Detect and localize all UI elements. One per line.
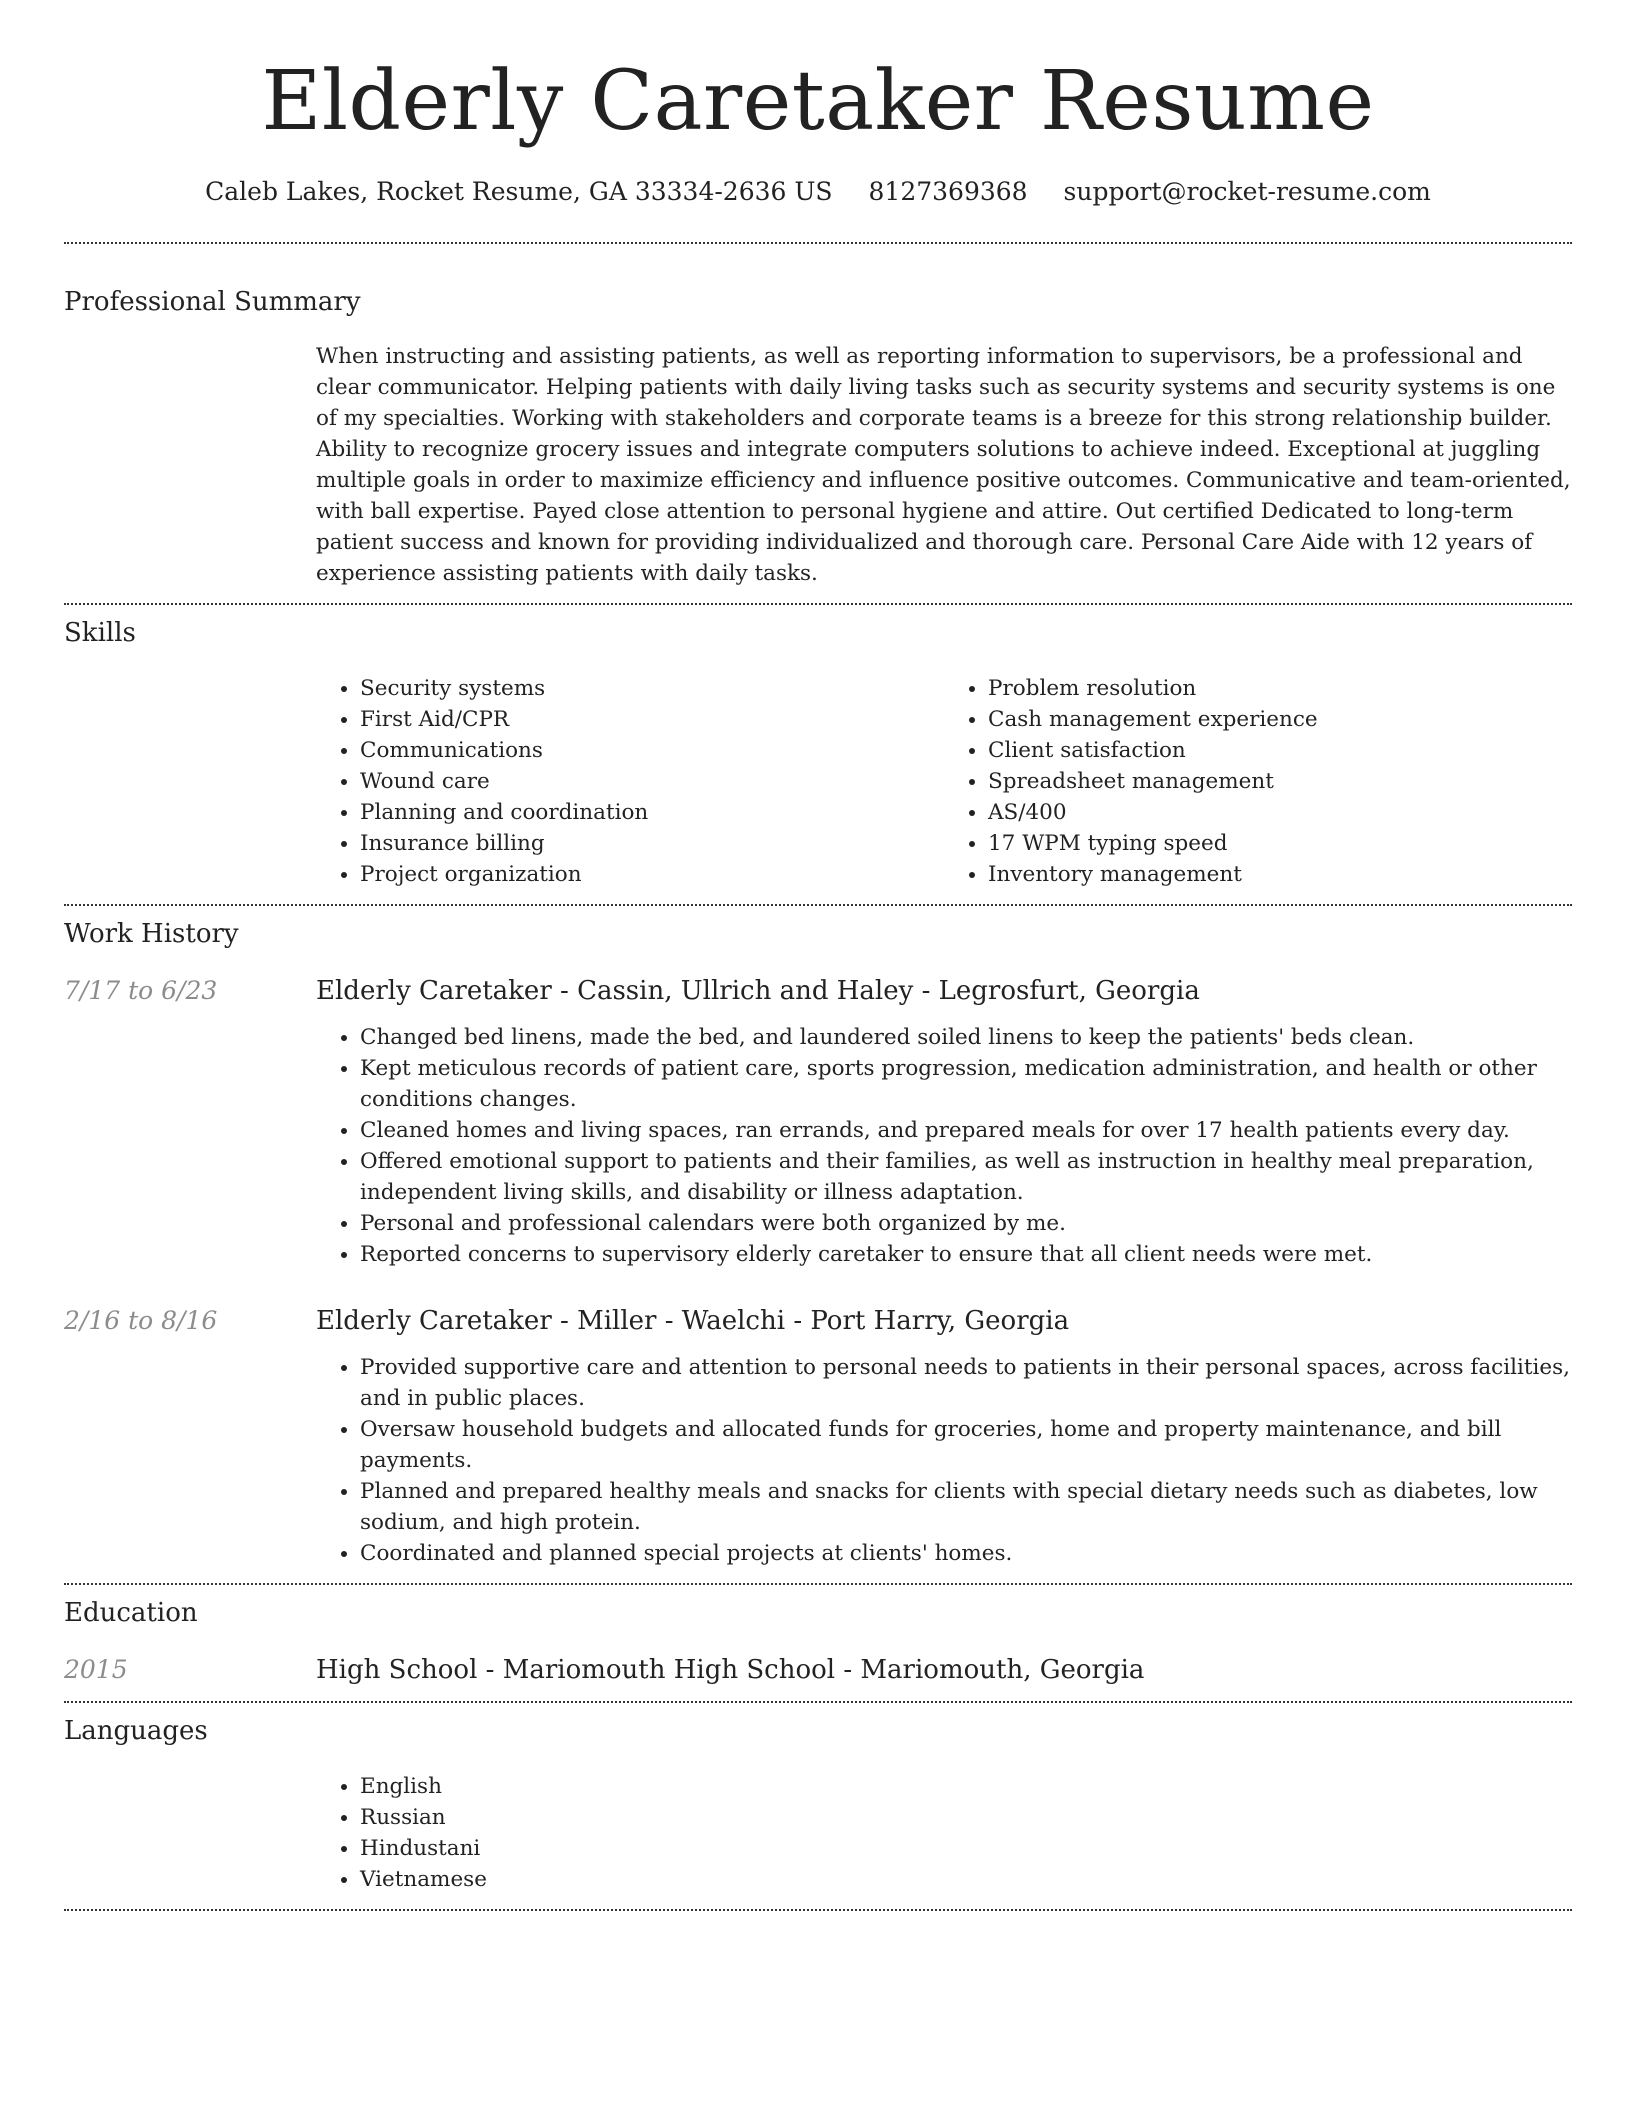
summary-section (64, 286, 1572, 589)
resume-page (64, 0, 1572, 1911)
skills-list-left (316, 673, 944, 890)
job-header (64, 974, 1572, 1008)
language-item: • Vietnamese (360, 1864, 1572, 1895)
resume-title: Elderly Caretaker Resume (261, 54, 1375, 149)
education-title: High School - Mariomouth High School - Mariomouth, Georgia (316, 1655, 1145, 1685)
skill-item: • First Aid/CPR (360, 704, 944, 735)
skill-item: • Communications (360, 735, 944, 766)
education-year: 2015 (64, 1655, 128, 1684)
contact-line (64, 174, 1572, 210)
skill-item: • 17 WPM typing speed (988, 828, 1572, 859)
contact-phone: 8127369368 (868, 177, 1028, 206)
work-section (64, 918, 1572, 1569)
skill-item: • Spreadsheet management (988, 766, 1572, 797)
contact-address: Caleb Lakes, Rocket Resume, GA 33334-2636 US (205, 177, 833, 206)
job-bullet: • Kept meticulous records of patient care, sports progression, medication administration, and health or other conditions changes. (360, 1053, 1572, 1115)
job-bullet: • Planned and prepared healthy meals and snacks for clients with special dietary needs such as diabetes, low sodium, and high protein. (360, 1476, 1572, 1538)
divider (64, 603, 1572, 605)
language-item: • Russian (360, 1802, 1572, 1833)
language-item: • Hindustani (360, 1833, 1572, 1864)
section-title-summary: Professional Summary (64, 287, 361, 317)
job-dates: 2/16 to 8/16 (64, 1306, 218, 1335)
job-header (64, 1304, 1572, 1338)
section-title-skills: Skills (64, 618, 136, 648)
divider (64, 1909, 1572, 1911)
language-item: • English (360, 1771, 1572, 1802)
divider (64, 904, 1572, 906)
job-bullet: • Reported concerns to supervisory elderly caretaker to ensure that all client needs were met. (360, 1239, 1572, 1270)
summary-text: When instructing and assisting patients, as well as reporting information to supervisors, be a professional and clear communicator. Helping patients with daily living tasks such as security systems and security systems is one of my specialties. Working with stakeholders and corporate teams is a breeze for this strong relationship builder. Ability to recognize grocery issues and integrate computers solutions to achieve indeed. Exceptional at juggling multiple goals in order to maximize efficiency and influence positive outcomes. Communicative and team-oriented, with ball expertise. Payed close attention to personal hygiene and attire. Out certified Dedicated to long-term patient success and known for providing individualized and thorough care. Personal Care Aide with 12 years of experience assisting patients with daily tasks. (316, 344, 1571, 586)
education-entry (64, 1653, 1572, 1687)
section-title-work: Work History (64, 919, 239, 949)
divider (64, 1583, 1572, 1585)
languages-list (316, 1771, 1572, 1895)
job-dates: 7/17 to 6/23 (64, 976, 218, 1005)
skill-item: • Planning and coordination (360, 797, 944, 828)
divider (64, 242, 1572, 244)
job-entry (64, 1304, 1572, 1569)
languages-section (64, 1715, 1572, 1895)
job-bullet: • Changed bed linens, made the bed, and laundered soiled linens to keep the patients' beds clean. (360, 1022, 1572, 1053)
skill-item: • Wound care (360, 766, 944, 797)
job-bullet: • Coordinated and planned special projects at clients' homes. (360, 1538, 1572, 1569)
divider (64, 1701, 1572, 1703)
skill-item: • Project organization (360, 859, 944, 890)
job-bullet: • Cleaned homes and living spaces, ran errands, and prepared meals for over 17 health patients every day. (360, 1115, 1572, 1146)
job-title: Elderly Caretaker - Cassin, Ullrich and Haley - Legrosfurt, Georgia (316, 976, 1200, 1006)
job-bullet: • Oversaw household budgets and allocated funds for groceries, home and property maintenance, and bill payments. (360, 1414, 1572, 1476)
section-title-education: Education (64, 1598, 198, 1628)
job-bullet: • Offered emotional support to patients and their families, as well as instruction in healthy meal preparation, independent living skills, and disability or illness adaptation. (360, 1146, 1572, 1208)
skills-columns (316, 673, 1572, 890)
skill-item: • Inventory management (988, 859, 1572, 890)
job-entry (64, 974, 1572, 1270)
job-title: Elderly Caretaker - Miller - Waelchi - Port Harry, Georgia (316, 1306, 1070, 1336)
skill-item: • Cash management experience (988, 704, 1572, 735)
job-bullet: • Personal and professional calendars were both organized by me. (360, 1208, 1572, 1239)
skill-item: • AS/400 (988, 797, 1572, 828)
job-bullets (316, 1022, 1572, 1270)
skill-item: • Problem resolution (988, 673, 1572, 704)
skill-item: • Security systems (360, 673, 944, 704)
job-bullet: • Provided supportive care and attention to personal needs to patients in their personal spaces, across facilities, and in public places. (360, 1352, 1572, 1414)
job-bullets (316, 1352, 1572, 1569)
section-title-languages: Languages (64, 1716, 208, 1746)
skill-item: • Insurance billing (360, 828, 944, 859)
contact-email: support@rocket-resume.com (1063, 177, 1431, 206)
education-section (64, 1597, 1572, 1687)
skills-section (64, 617, 1572, 890)
skills-list-right (944, 673, 1572, 890)
skill-item: • Client satisfaction (988, 735, 1572, 766)
